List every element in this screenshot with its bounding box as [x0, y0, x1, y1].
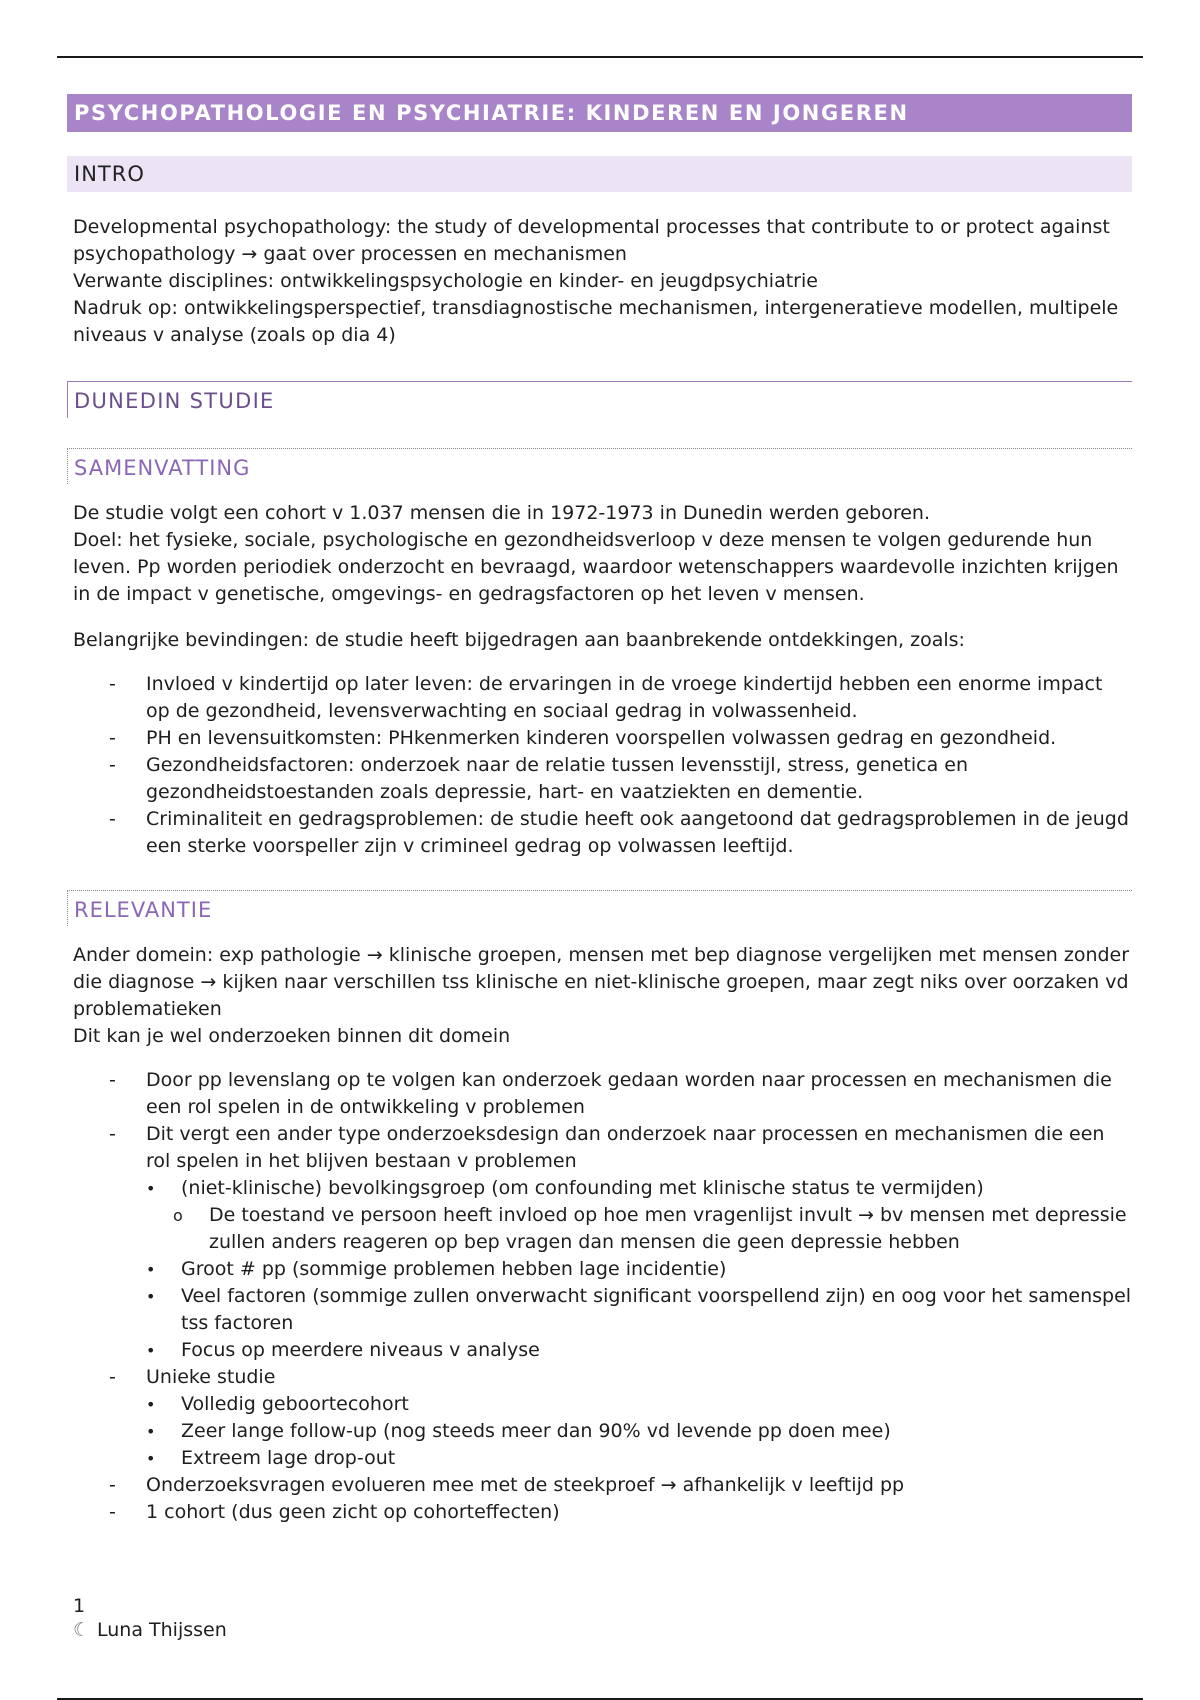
bullet-marker: • [146, 1395, 156, 1414]
bullet-marker: • [146, 1422, 156, 1441]
page-footer [73, 1594, 227, 1642]
findings-intro: Belangrijke bevindingen: de studie heeft bijgedragen aan baanbrekende ontdekkingen, zoals: [73, 629, 965, 651]
samenvatting-heading: SAMENVATTING [67, 448, 1132, 484]
intro-line: Nadruk op: ontwikkelingsperspectief, transdiagnostische mechanismen, intergeneratieve modellen, multipele niveaus v analyse (zoals op dia 4) [73, 297, 1119, 346]
dash-marker: - [109, 1501, 116, 1523]
list-item-text: Extreem lage drop-out [181, 1447, 396, 1469]
dash-marker: - [109, 754, 116, 776]
dash-marker: - [109, 1474, 116, 1496]
samenvatting-section [67, 500, 1132, 654]
bullet-marker: • [146, 1341, 156, 1360]
list-item-text: Door pp levenslang op te volgen kan onderzoek gedaan worden naar processen en mechanismen die een rol spelen in de ontwikkeling v problemen [146, 1069, 1112, 1118]
relevantie-heading: RELEVANTIE [67, 890, 1132, 926]
intro-section [67, 214, 1132, 349]
list-item [67, 1391, 1132, 1418]
intro-line: Verwante disciplines: ontwikkelingspsychologie en kinder- en jeugdpsychiatrie [73, 270, 818, 292]
list-item-text: Unieke studie [146, 1366, 276, 1388]
list-item [67, 1499, 1132, 1526]
list-item [67, 806, 1132, 860]
list-item [67, 671, 1132, 725]
list-item [67, 1337, 1132, 1364]
relevantie-line: Dit kan je wel onderzoeken binnen dit domein [73, 1025, 511, 1047]
list-item-text: 1 cohort (dus geen zicht op cohorteffecten) [146, 1501, 560, 1523]
bullet-marker: • [146, 1449, 156, 1468]
list-item-text: Volledig geboortecohort [181, 1393, 409, 1415]
list-item-text: Groot # pp (sommige problemen hebben lage incidentie) [181, 1258, 727, 1280]
dash-marker: - [109, 673, 116, 695]
dash-marker: - [109, 1366, 116, 1388]
findings-list [67, 671, 1132, 860]
list-item-text: Focus op meerdere niveaus v analyse [181, 1339, 540, 1361]
list-item [67, 1283, 1132, 1337]
list-item-text: (niet-klinische) bevolkingsgroep (om confounding met klinische status te vermijden) [181, 1177, 984, 1199]
list-item-text: Veel factoren (sommige zullen onverwacht significant voorspellend zijn) en oog voor het samenspel tss factoren [181, 1285, 1132, 1334]
list-item [67, 1121, 1132, 1175]
dash-marker: - [109, 727, 116, 749]
list-item-text: Gezondheidsfactoren: onderzoek naar de relatie tussen levensstijl, stress, genetica en gezondheidstoestanden zoals depressie, hart- en vaatziekten en dementie. [146, 754, 969, 803]
intro-heading: INTRO [67, 156, 1132, 192]
list-item-text: PH en levensuitkomsten: PHkenmerken kinderen voorspellen volwassen gedrag en gezondheid. [146, 727, 1057, 749]
moon-icon: ☾ [73, 1619, 91, 1641]
relevantie-section [67, 942, 1132, 1050]
samenvatting-line: Doel: het fysieke, sociale, psychologische en gezondheidsverloop v deze mensen te volgen gedurende hun leven. Pp worden periodiek onderzocht en bevraagd, waardoor wetenschappers waardevolle inzichten krijgen in de impact v genetische, omgevings- en gedragsfactoren op het leven v mensen. [73, 529, 1119, 605]
dunedin-heading: DUNEDIN STUDIE [67, 381, 1132, 418]
list-item [67, 1472, 1132, 1499]
author-name: Luna Thijssen [97, 1619, 227, 1641]
top-rule [57, 56, 1143, 58]
dash-marker: - [109, 1123, 116, 1145]
list-item [67, 1445, 1132, 1472]
list-item-text: Onderzoeksvragen evolueren mee met de steekproef → afhankelijk v leeftijd pp [146, 1474, 905, 1496]
list-item-text: De toestand ve persoon heeft invloed op hoe men vragenlijst invult → bv mensen met depressie zullen anders reageren op bep vragen dan mensen die geen depressie hebben [209, 1204, 1127, 1253]
list-item [67, 1067, 1132, 1121]
relevantie-list [67, 1067, 1132, 1526]
list-item [67, 1418, 1132, 1445]
intro-line: Developmental psychopathology: the study of developmental processes that contribute to or protect against psychopathology → gaat over processen en mechanismen [73, 216, 1110, 265]
dash-marker: - [109, 808, 116, 830]
bullet-marker: • [146, 1287, 156, 1306]
page-number: 1 [73, 1595, 86, 1617]
document-title: PSYCHOPATHOLOGIE EN PSYCHIATRIE: KINDEREN EN JONGEREN [67, 94, 1132, 132]
list-item-text: Criminaliteit en gedragsproblemen: de studie heeft ook aangetoond dat gedragsproblemen in de jeugd een sterke voorspeller zijn v crimineel gedrag op volwassen leeftijd. [146, 808, 1129, 857]
dash-marker: - [109, 1069, 116, 1091]
list-item [67, 1364, 1132, 1391]
author-line [73, 1618, 227, 1642]
bullet-marker: • [146, 1179, 156, 1198]
list-item [67, 1202, 1132, 1256]
document-body [67, 94, 1132, 1526]
relevantie-line: Ander domein: exp pathologie → klinische groepen, mensen met bep diagnose vergelijken met mensen zonder die diagnose → kijken naar verschillen tss klinische en niet-klinische groepen, maar zegt niks over oorzaken vd problematieken [73, 944, 1130, 1020]
list-item [67, 752, 1132, 806]
list-item [67, 1256, 1132, 1283]
samenvatting-line: De studie volgt een cohort v 1.037 mensen die in 1972-1973 in Dunedin werden geboren. [73, 502, 930, 524]
list-item [67, 1175, 1132, 1202]
circle-marker: o [173, 1206, 183, 1225]
list-item-text: Dit vergt een ander type onderzoeksdesign dan onderzoek naar processen en mechanismen die een rol spelen in het blijven bestaan v problemen [146, 1123, 1105, 1172]
list-item-text: Zeer lange follow-up (nog steeds meer dan 90% vd levende pp doen mee) [181, 1420, 891, 1442]
list-item [67, 725, 1132, 752]
list-item-text: Invloed v kindertijd op later leven: de ervaringen in de vroege kindertijd hebben een enorme impact op de gezondheid, levensverwachting en sociaal gedrag in volwassenheid. [146, 673, 1103, 722]
bullet-marker: • [146, 1260, 156, 1279]
